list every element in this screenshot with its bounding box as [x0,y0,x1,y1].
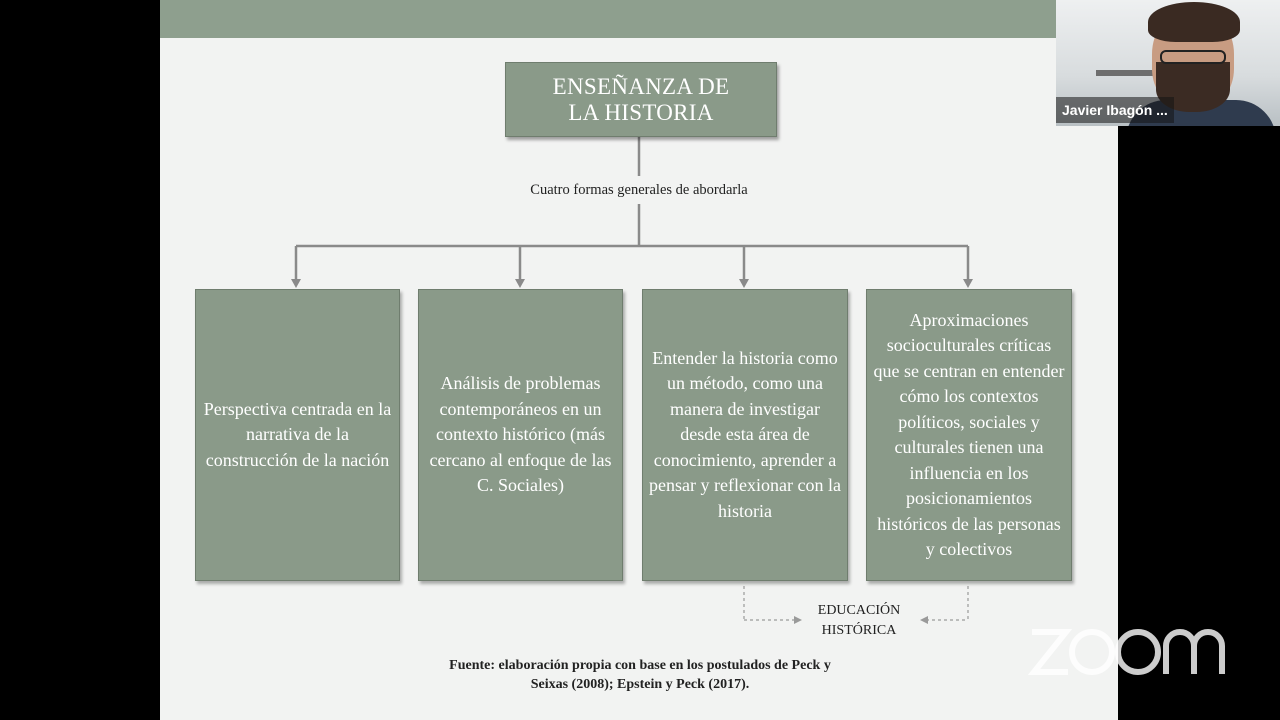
diagram-title: ENSEÑANZA DE LA HISTORIA [552,73,730,125]
approach-card-2 [418,289,623,581]
diagram-subtitle: Cuatro formas generales de abordarla [530,182,748,198]
presentation-slide [160,0,1118,720]
approach-card-text: Perspectiva centrada en la narrativa de la construcción de la nación [203,398,392,470]
approach-card-text: Aproximaciones socioculturales críticas que se centran en entender cómo los contextos políticos, sociales y culturales tienen una influencia en los posicionamientos históricos de las personas y colectivos [873,309,1065,559]
source-caption: Fuente: elaboración propia con base en los postulados de Peck y Seixas (2008); Epstein y Peck (2017). [449,658,831,692]
zoom-logo-text: zoom [1028,616,1031,617]
education-label: EDUCACIÓN HISTÓRICA [817,603,901,638]
participant-name: Javier Ibagón ... [1056,97,1174,123]
glasses-icon [1160,50,1226,64]
approach-card-3 [642,289,848,581]
approach-card-text: Análisis de problemas contemporáneos en un contexto histórico (más cercano al enfoque de las C. Sociales) [429,373,612,496]
approach-card-text: Entender la historia como un método, como una manera de investigar desde esta área de conocimiento, aprender a pensar y reflexionar con la historia [649,347,841,521]
person-hair [1148,2,1240,42]
zoom-logo-icon [1028,616,1228,686]
approach-card-1 [195,289,400,581]
approach-card-4 [866,289,1072,581]
video-shelf [1096,70,1156,76]
diagram-title-box [505,62,777,137]
